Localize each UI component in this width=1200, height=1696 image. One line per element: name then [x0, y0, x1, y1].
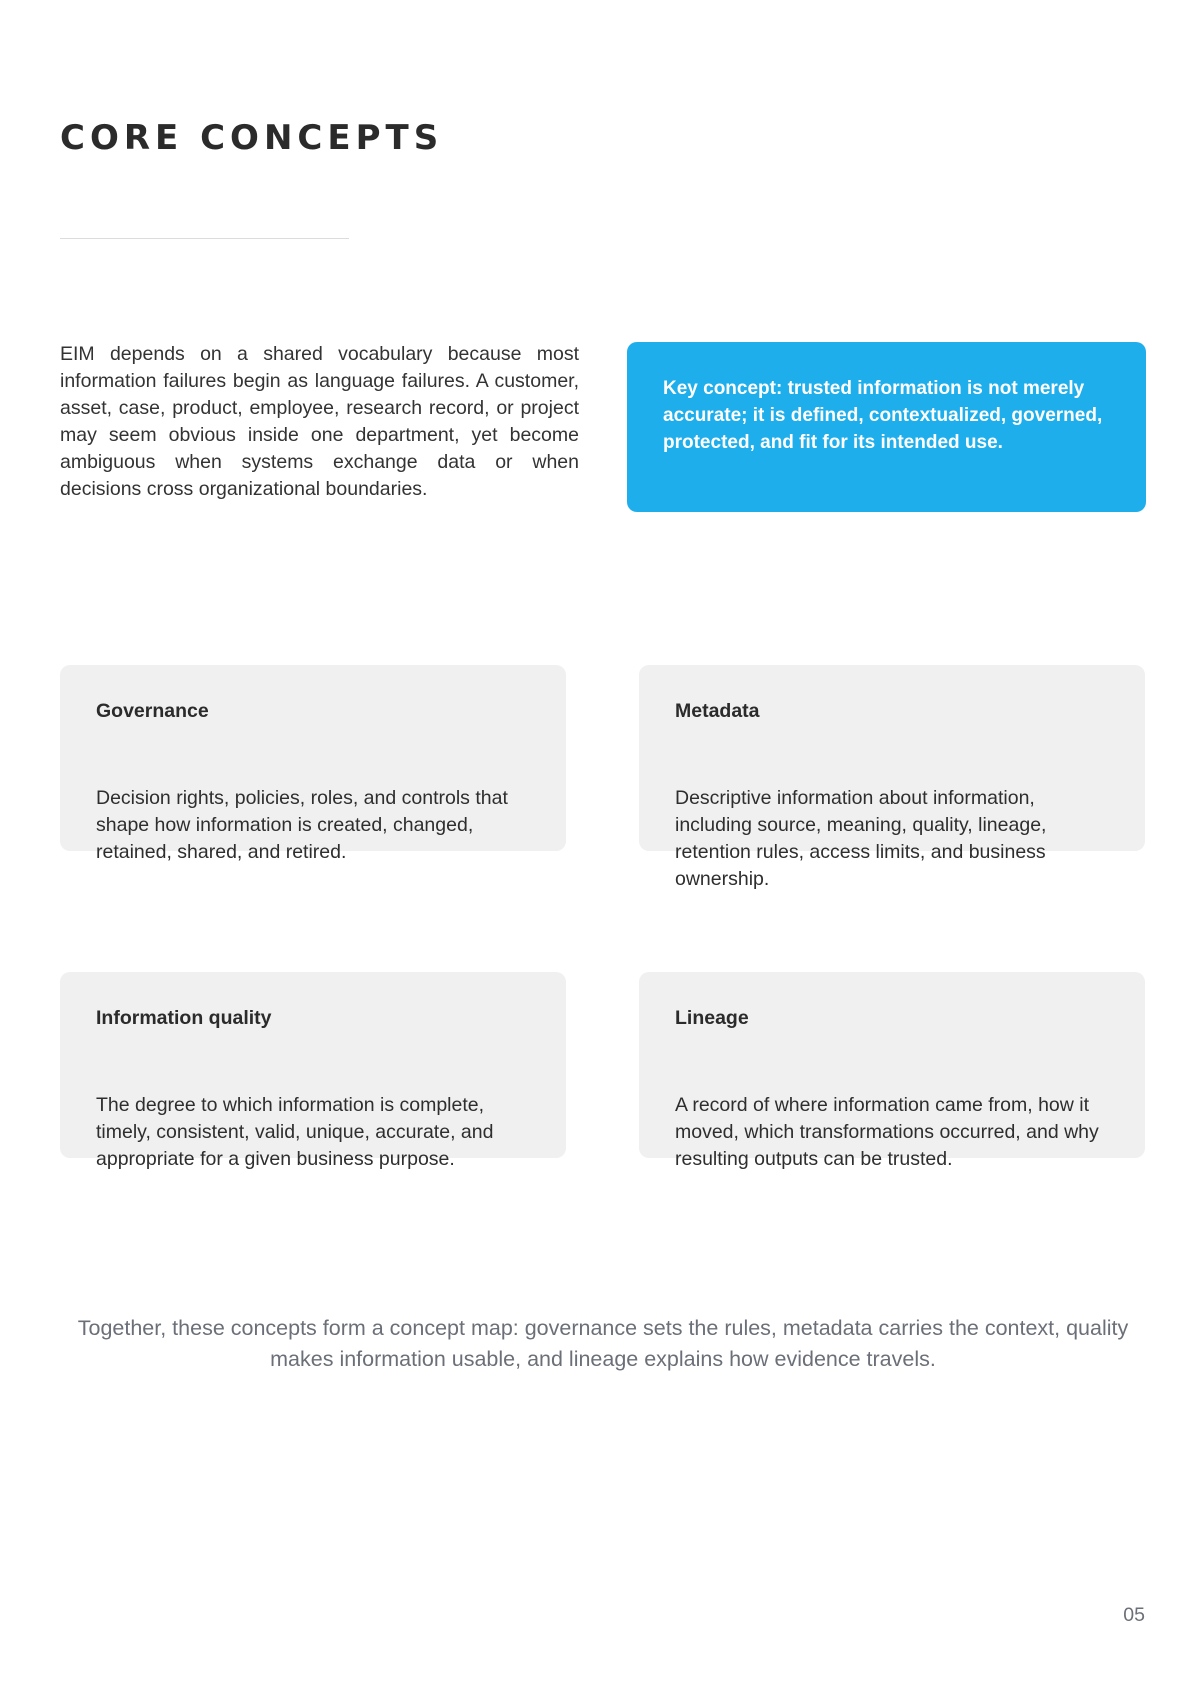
key-concept-callout: [627, 342, 1146, 512]
concept-card-title: Metadata: [675, 700, 760, 722]
concept-card-description: Descriptive information about information, including source, meaning, quality, lineage, retention rules, access limits, and business ownership.: [675, 787, 1047, 890]
concept-card-description: A record of where information came from, how it moved, which transformations occurred, and why resulting outputs can be trusted.: [675, 1094, 1099, 1170]
concept-card-metadata: [639, 665, 1145, 890]
page-number: 05: [1123, 1604, 1145, 1626]
concept-card-title: Governance: [96, 700, 209, 722]
concept-card-title: Information quality: [96, 1007, 272, 1029]
intro-paragraph: EIM depends on a shared vocabulary because most information failures begin as language failures. A customer, asset, case, product, employee, research record, or project may seem obvious inside one department, yet become ambiguous when systems exchange data or when decisions cross organizational boundaries.: [60, 343, 579, 500]
concept-card-description: Decision rights, policies, roles, and controls that shape how information is created, changed, retained, shared, and retired.: [96, 787, 508, 863]
concept-card-lineage: [639, 972, 1145, 1170]
key-concept-text: Key concept: trusted information is not merely accurate; it is defined, contextualized, governed, protected, and fit for its intended use.: [663, 378, 1103, 453]
summary-paragraph: Together, these concepts form a concept map: governance sets the rules, metadata carries the context, quality makes information usable, and lineage explains how evidence travels.: [77, 1316, 1129, 1371]
title-divider: [60, 238, 349, 239]
concept-card-title: Lineage: [675, 1007, 749, 1029]
page-title: CORE CONCEPTS: [60, 118, 444, 158]
concept-card-governance: [60, 665, 566, 863]
concept-card-information-quality: [60, 972, 566, 1170]
concept-card-description: The degree to which information is complete, timely, consistent, valid, unique, accurate, and appropriate for a given business purpose.: [96, 1094, 494, 1170]
